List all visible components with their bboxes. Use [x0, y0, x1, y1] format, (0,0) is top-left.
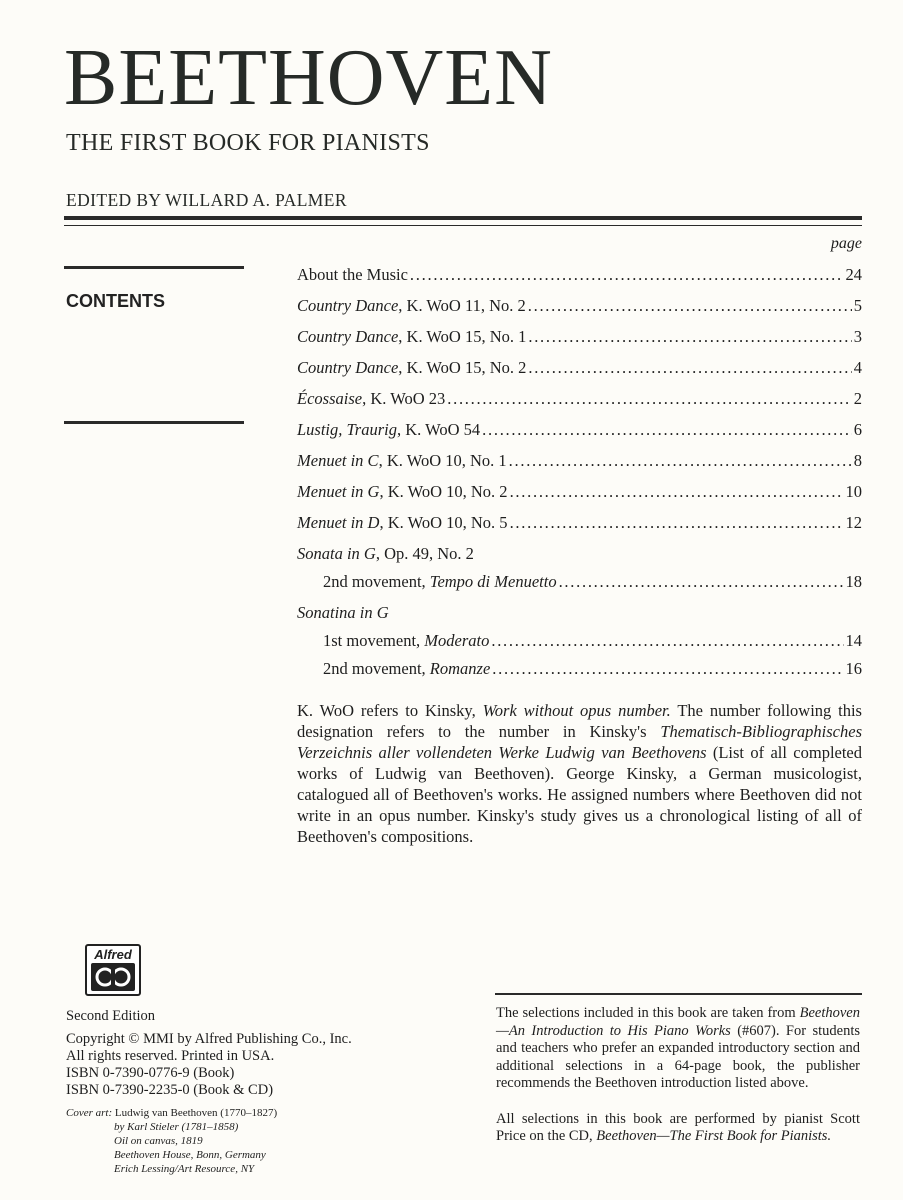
toc-page-number: 16	[845, 659, 862, 678]
toc-entry[interactable]: 2nd movement, Romanze . . . 16	[297, 656, 862, 687]
isbn-book-cd: ISBN 0-7390-2235-0 (Book & CD)	[66, 1082, 274, 1098]
header-rule-thick	[64, 216, 862, 220]
contents-rule-bottom	[64, 421, 244, 424]
cover-art-credit: Cover art: Ludwig van Beethoven (1770–1827) by Karl Stieler (1781–1858) Oil on canvas, 1819 Beethoven House, Bonn, Germany Erich Lessing/Art Resource, NY	[66, 1107, 278, 1175]
rights-line: All rights reserved. Printed in USA.	[66, 1048, 275, 1064]
dot-leader	[528, 293, 852, 319]
toc-page-number: 2	[853, 389, 862, 408]
edition-label: Second Edition	[66, 1008, 156, 1024]
page-column-label: page	[830, 235, 862, 252]
contents-rule-top	[64, 266, 244, 269]
selections-rule	[495, 993, 862, 995]
toc-entry[interactable]: 2nd movement, Tempo di Menuetto . . . 18	[297, 569, 862, 600]
dot-leader	[492, 656, 843, 682]
dot-leader	[410, 262, 844, 288]
dot-leader	[482, 417, 852, 443]
toc-group-heading: Sonatina in G	[297, 603, 389, 622]
logo-mark-icon	[91, 963, 135, 991]
imprint-block	[66, 1008, 396, 1099]
table-of-contents	[297, 262, 862, 687]
book-title: BEETHOVEN	[64, 34, 553, 122]
dot-leader	[510, 479, 844, 505]
toc-page-number: 18	[845, 572, 862, 591]
toc-entry[interactable]: Country Dance, K. WoO 15, No. 1 . . . 3	[297, 324, 862, 355]
toc-entry[interactable]: 1st movement, Moderato . . . 14	[297, 628, 862, 656]
isbn-book: ISBN 0-7390-0776-9 (Book)	[66, 1065, 235, 1081]
toc-entry[interactable]: Menuet in G, K. WoO 10, No. 2 . . . 10	[297, 479, 862, 510]
copyright-line: Copyright © MMI by Alfred Publishing Co., Inc.	[66, 1031, 352, 1047]
logo-wordmark: Alfred	[94, 947, 132, 962]
alfred-logo-icon	[85, 944, 141, 996]
toc-page-number: 5	[853, 296, 862, 315]
toc-entry[interactable]: Menuet in D, K. WoO 10, No. 5 . . . 12	[297, 510, 862, 541]
toc-page-number: 24	[845, 265, 862, 284]
toc-entry[interactable]: About the Music . . . 24	[297, 262, 862, 293]
header-rule-thin	[64, 225, 862, 226]
toc-page-number: 12	[845, 513, 862, 532]
cover-art-label: Cover art:	[66, 1107, 113, 1119]
toc-page-number: 14	[845, 631, 862, 650]
dot-leader	[559, 569, 844, 595]
cd-paragraph: All selections in this book are performed by pianist Scott Price on the CD, Beethoven—The First Book for Pianists.	[496, 1110, 860, 1144]
toc-page-number: 6	[853, 420, 862, 439]
dot-leader	[510, 510, 844, 536]
toc-entry[interactable]: Country Dance, K. WoO 15, No. 2 . . . 4	[297, 355, 862, 386]
kinsky-note: K. WoO refers to Kinsky, Work without opus number. The number following this designation refers to the number in Kinsky's Thematisch-Bibliographisches Verzeichnis aller vollendeten Werke Ludwig van Beethovens (List of all completed works of Ludwig van Beethoven). George Kinsky, a German musicologist, catalogued all of Beethoven's works. He assigned numbers where Beethoven did not write in an opus number. Kinsky's study gives us a chronological listing of all of Beethoven's compositions.	[297, 701, 863, 846]
dot-leader	[447, 386, 852, 412]
dot-leader	[528, 355, 851, 381]
editor-credit: EDITED BY WILLARD A. PALMER	[66, 190, 347, 210]
selections-note	[496, 1005, 860, 1164]
toc-page-number: 8	[853, 451, 862, 470]
dot-leader	[528, 324, 851, 350]
selections-paragraph: The selections included in this book are taken from Beethoven—An Introduction to His Piano Works (#607). For students and teachers who prefer an expanded introductory section and additional selections in a 64-page book, the publisher recommends the Beethoven introduction listed above.	[496, 1005, 860, 1091]
toc-group-heading: Sonata in G, Op. 49, No. 2	[297, 544, 474, 563]
contents-heading: CONTENTS	[66, 291, 165, 311]
toc-entry[interactable]: Menuet in C, K. WoO 10, No. 1 . . . 8	[297, 448, 862, 479]
dot-leader	[509, 448, 852, 474]
toc-entry[interactable]: Country Dance, K. WoO 11, No. 2 . . . 5	[297, 293, 862, 324]
toc-page-number: 4	[853, 358, 862, 377]
dot-leader	[491, 628, 843, 654]
toc-entry[interactable]: Lustig, Traurig, K. WoO 54 . . . 6	[297, 417, 862, 448]
toc-page-number: 10	[845, 482, 862, 501]
book-subtitle: THE FIRST BOOK FOR PIANISTS	[66, 130, 430, 156]
toc-page-number: 3	[853, 327, 862, 346]
toc-entry[interactable]: Écossaise, K. WoO 23 . . . 2	[297, 386, 862, 417]
